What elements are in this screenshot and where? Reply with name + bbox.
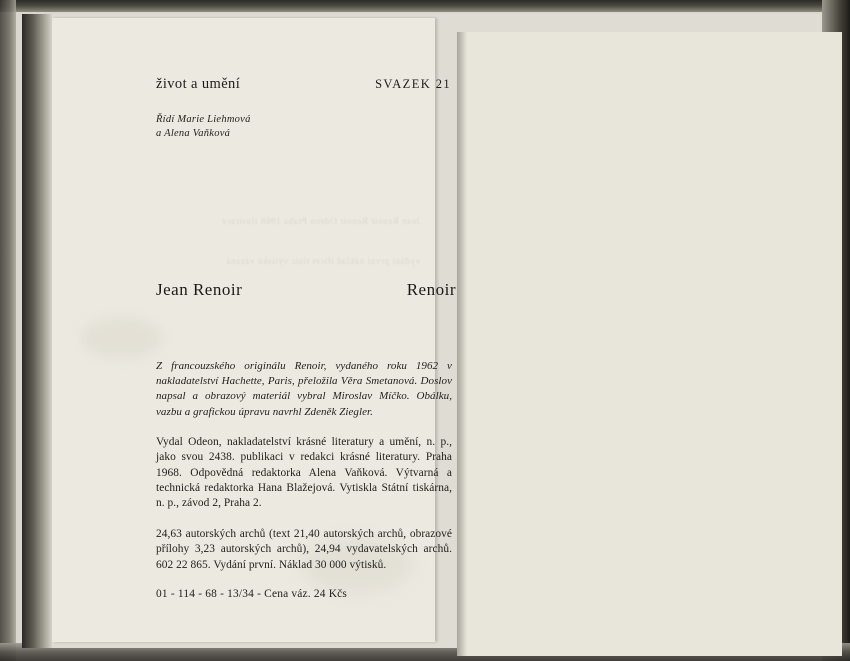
scanner-top-edge xyxy=(0,0,850,12)
facing-blank-page xyxy=(457,32,842,656)
editor-line-2: a Alena Vaňková xyxy=(156,128,231,139)
paper-blotch xyxy=(82,318,162,358)
publisher-note: Vydal Odeon, nakladatelství krásné literatury a umění, n. p., jako svou 2438. publikaci v redakci krásné literatury. Praha 1968. Odpovědná redaktorka Alena Vaňková. Výtvarná a technická redaktorka Hana Blažejová. Vytiskla Státní tiskárna, n. p., závod 2, Praha 2. xyxy=(156,435,452,510)
show-through-text: Jean Renoir Renoir Odeon Praha 1968 ilustrace xyxy=(221,216,420,226)
print-sheets-note: 24,63 autorských archů (text 21,40 autorských archů, obrazové přílohy 3,23 autorských archů), 24,94 vydavatelských archů. 602 22 865. Vydání první. Náklad 30 000 výtisků. xyxy=(156,527,452,571)
page-head-block xyxy=(156,76,456,141)
translation-note: Z francouzského originálu Renoir, vydaného roku 1962 v nakladatelství Hachette, Paris, přeložila Věra Smetanová. Doslov napsal a obrazový materiál vybral Miroslav Míčko. Obálku, vazbu a grafickou úpravu navrhl Zdeněk Ziegler. xyxy=(156,360,452,418)
colophon-block xyxy=(156,348,452,600)
book-title: Renoir xyxy=(406,280,456,299)
series-name: život a umění xyxy=(156,76,241,92)
show-through-text: vydání první náklad třicet tisíc výtisků vázaná xyxy=(225,256,420,266)
scanner-left-edge xyxy=(0,0,16,661)
title-block xyxy=(156,280,456,300)
code-and-price-line: 01 - 114 - 68 - 13/34 - Cena váz. 24 Kčs xyxy=(156,588,348,601)
series-header xyxy=(156,76,451,93)
book-spine-gutter xyxy=(22,14,52,648)
editors-block xyxy=(156,113,456,141)
volume-number: SVAZEK 21 xyxy=(375,77,451,91)
imprint-page-leaf xyxy=(52,18,456,642)
editor-line-1: Řídí Marie Liehmová xyxy=(156,114,251,125)
author-name: Jean Renoir xyxy=(156,280,243,299)
